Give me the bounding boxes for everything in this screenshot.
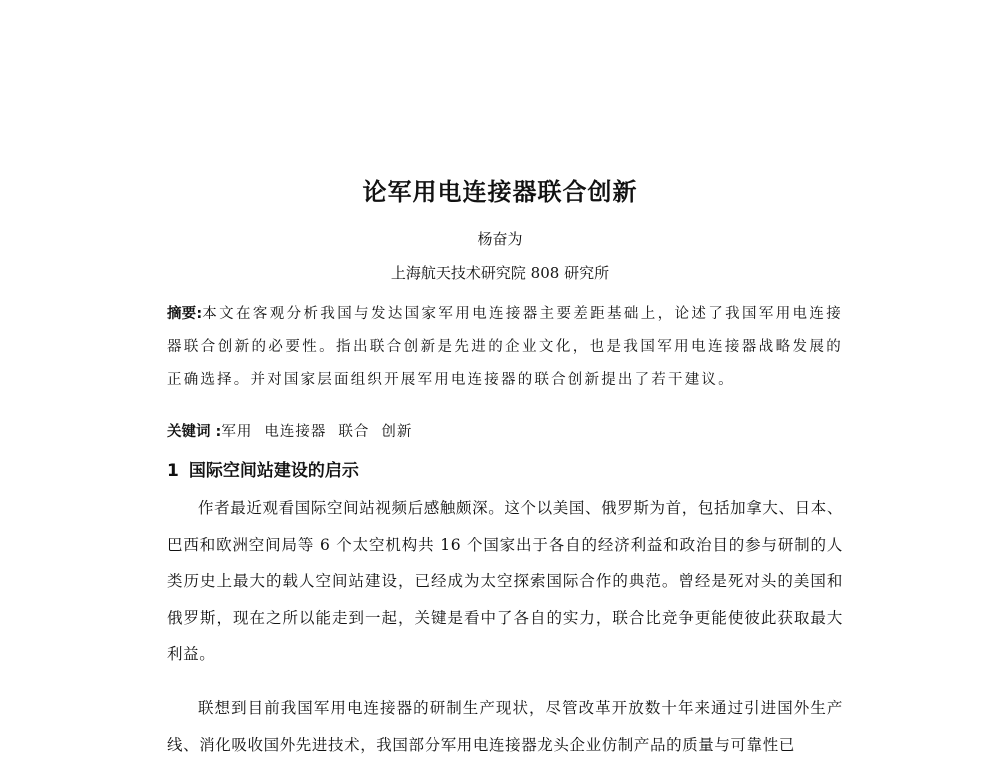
author-affiliation: 上海航天技术研究院 808 研究所 — [390, 264, 610, 282]
author-name: 杨奋为 — [477, 230, 523, 248]
section-heading — [167, 456, 843, 481]
body-paragraph: 作者最近观看国际空间站视频后感触颇深。这个以美国、俄罗斯为首，包括加拿大、日本、巴西和欧洲空间局等 6 个太空机构共 16 个国家出于各自的经济利益和政治目的参与研制的人类历史上最大的载人空间站建设，已经成为太空探索国际合作的典范。曾经是死对头的美国和俄罗斯，现在之所以能走到一起，关键是看中了各自的实力，联合比竞争更能使彼此获取最大利益。 — [167, 499, 843, 663]
abstract-label: 摘要: — [167, 306, 203, 322]
section-number: 1 — [167, 461, 179, 481]
keyword: 创新 — [381, 424, 413, 440]
abstract — [167, 298, 843, 397]
abstract-text: 本文在客观分析我国与发达国家军用电连接器主要差距基础上，论述了我国军用电连接器联合创新的必要性。指出联合创新是先进的企业文化，也是我国军用电连接器战略发展的正确选择。并对国家层面组织开展军用电连接器的联合创新提出了若干建议。 — [167, 306, 843, 388]
keyword: 电连接器 — [264, 424, 327, 440]
keyword: 军用 — [221, 424, 253, 440]
keywords — [167, 420, 843, 444]
paper-title: 论军用电连接器联合创新 — [362, 178, 638, 206]
body-paragraph: 联想到目前我国军用电连接器的研制生产现状，尽管改革开放数十年来通过引进国外生产线、消化吸收国外先进技术，我国部分军用电连接器龙头企业仿制产品的质量与可靠性已 — [167, 699, 843, 754]
keyword: 联合 — [338, 424, 370, 440]
section-title: 国际空间站建设的启示 — [188, 461, 359, 481]
keywords-label: 关键词 : — [167, 424, 222, 440]
